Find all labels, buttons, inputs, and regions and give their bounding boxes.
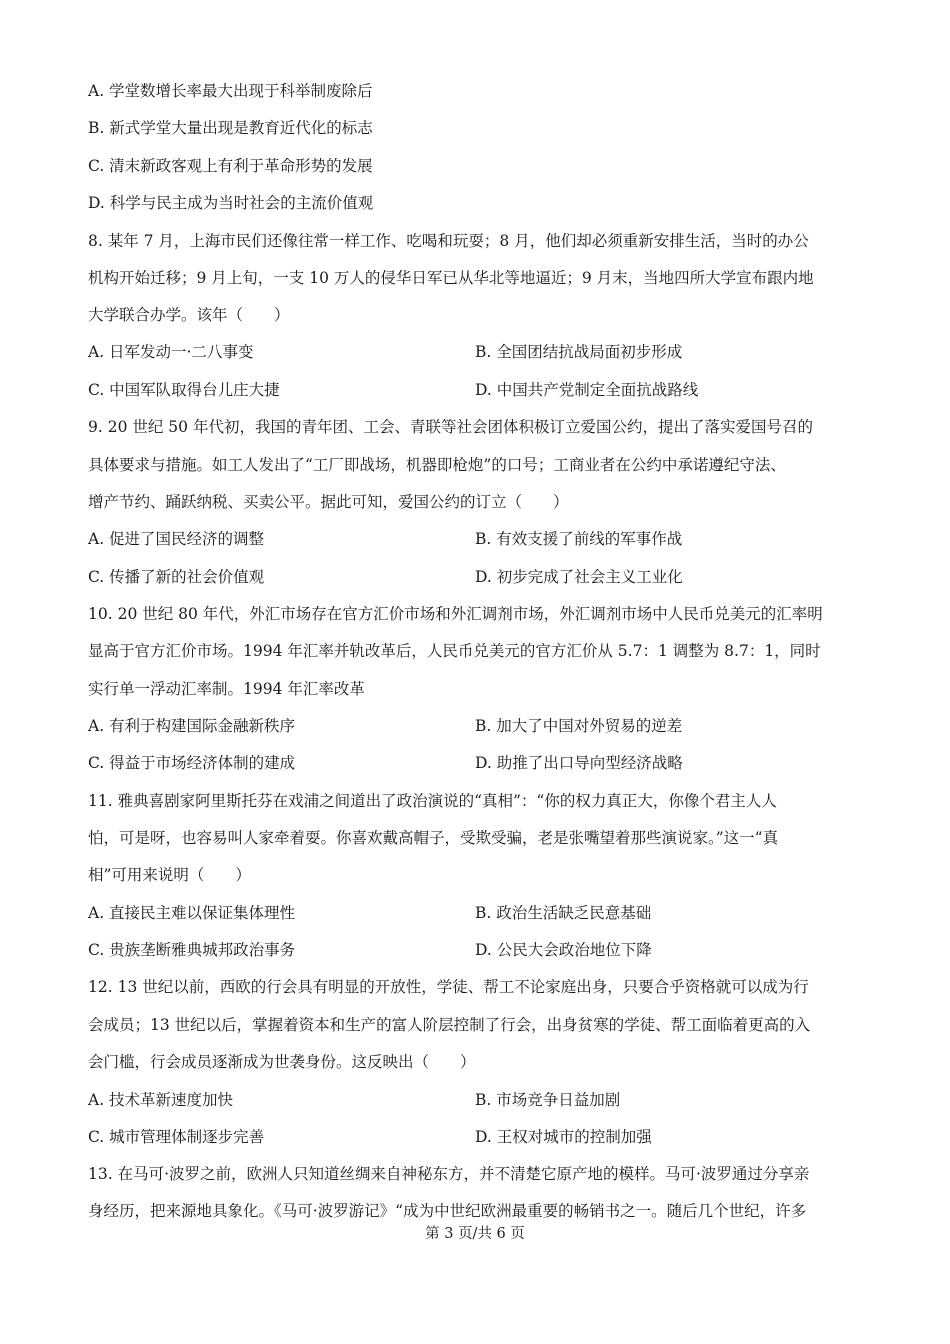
q13-stem-line-1: 13. 在马可·波罗之前，欧洲人只知道丝绸来自神秘东方，并不清楚它原产地的模样。马可·波罗通过分享亲 (88, 1165, 810, 1183)
q9-option-d: D. 初步完成了社会主义工业化 (475, 568, 683, 586)
q8-option-c: C. 中国军队取得台儿庄大捷 (88, 381, 280, 399)
q9-option-b: B. 有效支援了前线的军事作战 (475, 530, 683, 548)
q12-stem-line-2: 会成员；13 世纪以后，掌握着资本和生产的富人阶层控制了行会，出身贫寒的学徒、帮工面临着更高的入 (88, 1016, 811, 1034)
q13-stem-line-2: 身经历，把来源地具象化。《马可·波罗游记》“成为中世纪欧洲最重要的畅销书之一。随后几个世纪，许多 (88, 1202, 807, 1220)
q9-stem-line-3: 增产节约、踊跃纳税、买卖公平。据此可知，爱国公约的订立（ ） (88, 493, 569, 511)
q7-option-a: A. 学堂数增长率最大出现于科举制废除后 (88, 82, 373, 100)
q10-stem-line-1: 10. 20 世纪 80 年代，外汇市场存在官方汇价市场和外汇调剂市场，外汇调剂市场中人民币兑美元的汇率明 (88, 605, 823, 623)
q9-stem-line-2: 具体要求与措施。如工人发出了“工厂即战场，机器即枪炮”的口号；工商业者在公约中承诺遵纪守法、 (88, 456, 786, 474)
q9-option-a: A. 促进了国民经济的调整 (88, 530, 265, 548)
q8-option-d: D. 中国共产党制定全面抗战路线 (475, 381, 699, 399)
q7-option-d: D. 科学与民主成为当时社会的主流价值观 (88, 194, 374, 212)
q10-option-b: B. 加大了中国对外贸易的逆差 (475, 717, 683, 735)
q12-option-b: B. 市场竞争日益加剧 (475, 1091, 621, 1109)
q10-option-d: D. 助推了出口导向型经济战略 (475, 754, 683, 772)
q10-option-a: A. 有利于构建国际金融新秩序 (88, 717, 296, 735)
q8-stem-line-2: 机构开始迁移；9 月上旬，一支 10 万人的侵华日军已从华北等地逼近；9 月末，当地四所大学宣布跟内地 (88, 269, 814, 287)
q7-option-c: C. 清末新政客观上有利于革命形势的发展 (88, 157, 373, 175)
q11-option-b: B. 政治生活缺乏民意基础 (475, 904, 652, 922)
q11-option-a: A. 直接民主难以保证集体理性 (88, 904, 296, 922)
q10-stem-line-3: 实行单一浮动汇率制。1994 年汇率改革 (88, 680, 365, 698)
q11-stem-line-3: 相”可用来说明（ ） (88, 866, 251, 884)
q12-stem-line-1: 12. 13 世纪以前，西欧的行会具有明显的开放性，学徒、帮工不论家庭出身，只要合乎资格就可以成为行 (88, 978, 809, 996)
q12-option-d: D. 王权对城市的控制加强 (475, 1128, 652, 1146)
q9-option-c: C. 传播了新的社会价值观 (88, 568, 265, 586)
q7-option-b: B. 新式学堂大量出现是教育近代化的标志 (88, 119, 373, 137)
q8-stem-line-3: 大学联合办学。该年（ ） (88, 306, 290, 324)
q11-option-c: C. 贵族垄断雅典城邦政治事务 (88, 941, 296, 959)
q8-stem-line-1: 8. 某年 7 月，上海市民们还像往常一样工作、吃喝和玩耍；8 月，他们却必须重新安排生活，当时的办公 (88, 232, 809, 250)
q11-option-d: D. 公民大会政治地位下降 (475, 941, 652, 959)
q12-option-c: C. 城市管理体制逐步完善 (88, 1128, 265, 1146)
q8-option-a: A. 日军发动一·二八事变 (88, 343, 254, 361)
q10-stem-line-2: 显高于官方汇价市场。1994 年汇率并轨改革后，人民币兑美元的官方汇价从 5.7：1 调整为 8.7：1，同时 (88, 642, 821, 660)
q11-stem-line-2: 怕，可是呀，也容易叫人家牵着耍。你喜欢戴高帽子，受欺受骗，老是张嘴望着那些演说家。”这一“真 (88, 829, 779, 847)
q8-option-b: B. 全国团结抗战局面初步形成 (475, 343, 683, 361)
q11-stem-line-1: 11. 雅典喜剧家阿里斯托芬在戏浦之间道出了政治演说的“真相”：“你的权力真正大，你像个君主人人 (88, 792, 777, 810)
page-number: 第 3 页/共 6 页 (425, 1226, 525, 1242)
q12-stem-line-3: 会门槛，行会成员逐渐成为世袭身份。这反映出（ ） (88, 1053, 476, 1071)
q9-stem-line-1: 9. 20 世纪 50 年代初，我国的青年团、工会、青联等社会团体积极订立爱国公约，提出了落实爱国号召的 (88, 418, 813, 436)
q10-option-c: C. 得益于市场经济体制的建成 (88, 754, 296, 772)
q12-option-a: A. 技术革新速度加快 (88, 1091, 234, 1109)
